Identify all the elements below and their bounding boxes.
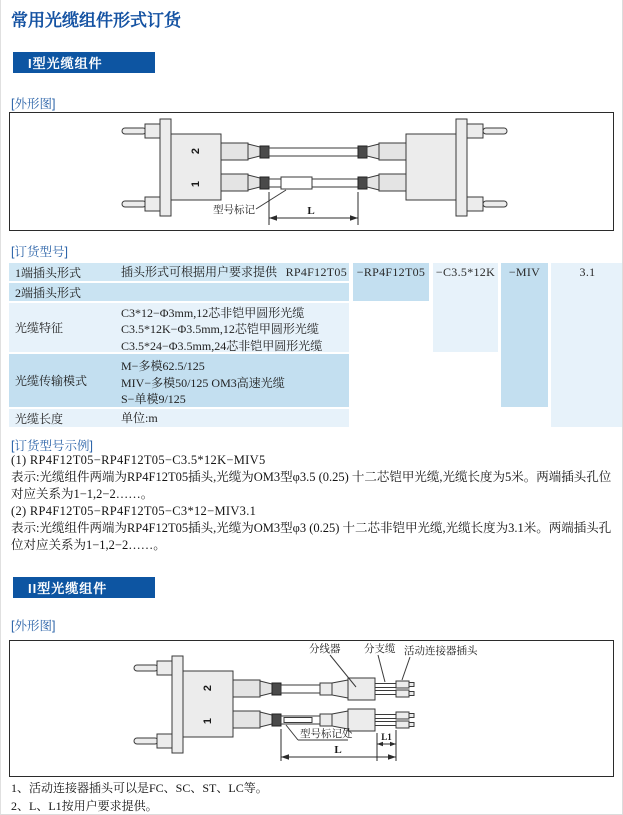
row-desc-2: 插头形式可根据用户要求提供	[121, 265, 278, 279]
splitter-body	[348, 709, 375, 731]
branch-cable-lower	[375, 691, 396, 695]
footnotes	[11, 780, 611, 815]
marker-leader-line	[256, 190, 286, 209]
dim-l1-arrow-right	[390, 742, 396, 746]
screw-block-bottom	[145, 197, 161, 211]
screw-block-bottom	[157, 734, 173, 748]
plug-tip-upper	[409, 714, 414, 718]
boot-taper-bottom	[248, 175, 260, 190]
thumbscrew-bottom	[483, 201, 507, 207]
marker-label: 型号标记处	[300, 729, 353, 740]
outline-label-1: [外形图]	[11, 97, 56, 111]
row-desc-4	[121, 354, 421, 408]
example-2-code: (2) RP4F12T05−RP4F12T05−C3*12−MIV3.1	[11, 504, 257, 518]
plug-tip-lower	[409, 692, 414, 696]
marker-label: 型号标记	[213, 205, 255, 216]
dim-arrow-left	[269, 215, 277, 221]
dim-l-arrow-right	[388, 754, 396, 760]
pin-label-2: 2	[190, 147, 202, 155]
connector-plug-label: 活动连接器插头	[404, 646, 478, 657]
screw-block-top	[467, 124, 483, 138]
mode-spec-line: M−多模62.5/125	[121, 359, 205, 373]
boot-bottom	[379, 174, 406, 191]
connector-plug-lower	[396, 721, 409, 728]
strain-relief-bottom	[260, 177, 269, 189]
splitter-body	[348, 678, 375, 700]
boot-taper-top	[367, 144, 379, 159]
cable-spec-line: C3*12−Φ3mm,12芯非铠甲圆形光缆	[121, 306, 305, 320]
code-segment-2: −RP4F12T05	[356, 265, 426, 279]
cable-spec-line: C3.5*24−Φ3.5mm,24芯非铠甲圆形光缆	[121, 338, 323, 353]
connector-plug-upper	[396, 712, 409, 719]
thumbscrew-top	[134, 665, 158, 671]
strain-relief-top	[358, 146, 367, 158]
section1-header-bar	[13, 52, 155, 73]
splitter-label: 分线器	[309, 644, 341, 655]
dim-label-l1: L1	[381, 732, 392, 742]
model-marker-sleeve	[281, 177, 312, 189]
flange	[160, 119, 171, 216]
boot-top	[379, 143, 406, 160]
code-band-5	[551, 263, 623, 427]
boot-taper-bottom	[260, 712, 272, 727]
strain-relief-bottom	[272, 714, 281, 726]
order-code-table	[9, 263, 623, 427]
row-label-1: 1端插头形式	[15, 265, 82, 280]
mode-spec-line: S−单模9/125	[121, 392, 186, 407]
thumbscrew-bottom	[134, 738, 158, 744]
footnote-2: 2、L、L1按用户要求提供。	[11, 798, 158, 813]
pin-label-1: 1	[202, 717, 214, 725]
thumbscrew-top	[122, 128, 146, 134]
dim-l-arrow-left	[281, 754, 289, 760]
dim-label-l: L	[307, 205, 315, 217]
connector-body	[406, 134, 456, 200]
strain-relief-bottom	[358, 177, 367, 189]
fiber-cable	[281, 685, 320, 693]
example-1-desc: 表示:光缆组件两端为RP4F12T05插头,光缆为OM3型φ3.5 (0.25) 十二芯铠甲光缆,光缆长度为5米。两端插头孔位对应关系为1−1,2−2……。	[11, 470, 612, 501]
section1-header-label: I型光缆组件	[28, 56, 103, 71]
screw-block-top	[157, 661, 173, 675]
dim-l1-arrow-left	[377, 742, 383, 746]
boot-top	[221, 143, 248, 160]
splitter-taper	[332, 680, 348, 698]
pin-label-2: 2	[202, 684, 214, 692]
connector-plug-upper	[396, 681, 409, 688]
pin-label-1: 1	[190, 180, 202, 188]
screw-block-bottom	[467, 197, 483, 211]
plug-tip-lower	[409, 723, 414, 727]
type2-cable-diagram	[10, 641, 612, 775]
code-band-4	[501, 263, 548, 407]
strain-relief-top	[272, 683, 281, 695]
plug-tip-upper	[409, 683, 414, 687]
left-connector	[122, 119, 269, 216]
connector-body	[171, 134, 221, 200]
row-desc-3	[121, 303, 421, 354]
branch-cable-lower	[375, 722, 396, 726]
diagram-1-box	[9, 112, 614, 231]
dim-label-l: L	[334, 744, 342, 756]
branch-leader-line	[378, 655, 385, 682]
flange	[172, 656, 183, 753]
top-branch-assembly	[281, 678, 414, 700]
example-label: [订货型号示例]	[11, 439, 93, 453]
code-segment-5: 3.1	[579, 265, 596, 279]
code-segment-1: RP4F12T05	[285, 265, 347, 279]
connector-body	[183, 671, 233, 737]
page-title: 常用光缆组件形式订货	[11, 11, 181, 30]
boot-taper-bottom	[367, 175, 379, 190]
outline-label-2: [外形图]	[11, 619, 56, 633]
strain-relief-top	[260, 146, 269, 158]
flange	[456, 119, 467, 216]
right-connector	[358, 119, 507, 216]
fiber-cable-top	[269, 148, 358, 156]
type1-cable-diagram	[10, 113, 612, 229]
code-segment-4: −MIV	[508, 265, 541, 279]
dim-arrow-right	[350, 215, 358, 221]
branch-cable-upper	[375, 684, 396, 688]
row-label-2: 2端插头形式	[15, 285, 82, 300]
splitter-sleeve	[320, 683, 332, 695]
section2-header-bar	[13, 577, 155, 598]
bottom-branch-assembly	[281, 709, 414, 731]
boot-bottom	[221, 174, 248, 191]
cable-spec-line: C3.5*12K−Φ3.5mm,12芯铠甲圆形光缆	[121, 322, 319, 337]
boot-bottom	[233, 711, 260, 728]
footnote-1: 1、活动连接器插头可以是FC、SC、ST、LC等。	[11, 781, 268, 795]
boot-top	[233, 680, 260, 697]
ordering-examples	[11, 452, 614, 554]
row-label-4: 光缆传输模式	[15, 374, 88, 388]
example-1-code: (1) RP4F12T05−RP4F12T05−C3.5*12K−MIV5	[11, 453, 266, 467]
code-segment-3: −C3.5*12K	[435, 265, 496, 279]
marker-leader-line	[286, 725, 298, 740]
row-label-5: 光缆长度	[15, 411, 64, 426]
row-desc-5: 单位:m	[121, 411, 158, 425]
order-label: [订货型号]	[11, 245, 68, 259]
boot-taper-top	[248, 144, 260, 159]
boot-taper-top	[260, 681, 272, 696]
section2-header-label: II型光缆组件	[28, 581, 108, 596]
connector-leader-line	[402, 657, 410, 680]
screw-block-top	[145, 124, 161, 138]
example-2-desc: 表示:光缆组件两端为RP4F12T05插头,光缆为OM3型φ3 (0.25) 十二芯非铠甲光缆,光缆长度为3.1米。两端插头孔位对应关系为1−1,2−2……。	[11, 521, 612, 552]
thumbscrew-bottom	[122, 201, 146, 207]
branch-cable-upper	[375, 715, 396, 719]
splitter-sleeve	[320, 714, 332, 726]
connector-plug-lower	[396, 690, 409, 697]
splitter-taper	[332, 711, 348, 729]
model-marker-section	[284, 718, 312, 723]
row-label-3: 光缆特征	[15, 321, 64, 335]
thumbscrew-top	[483, 128, 507, 134]
diagram-2-box	[9, 640, 614, 777]
mode-spec-line: MIV−多模50/125 OM3高速光缆	[121, 375, 285, 390]
branch-label: 分支缆	[364, 644, 396, 655]
left-connector	[134, 656, 281, 753]
